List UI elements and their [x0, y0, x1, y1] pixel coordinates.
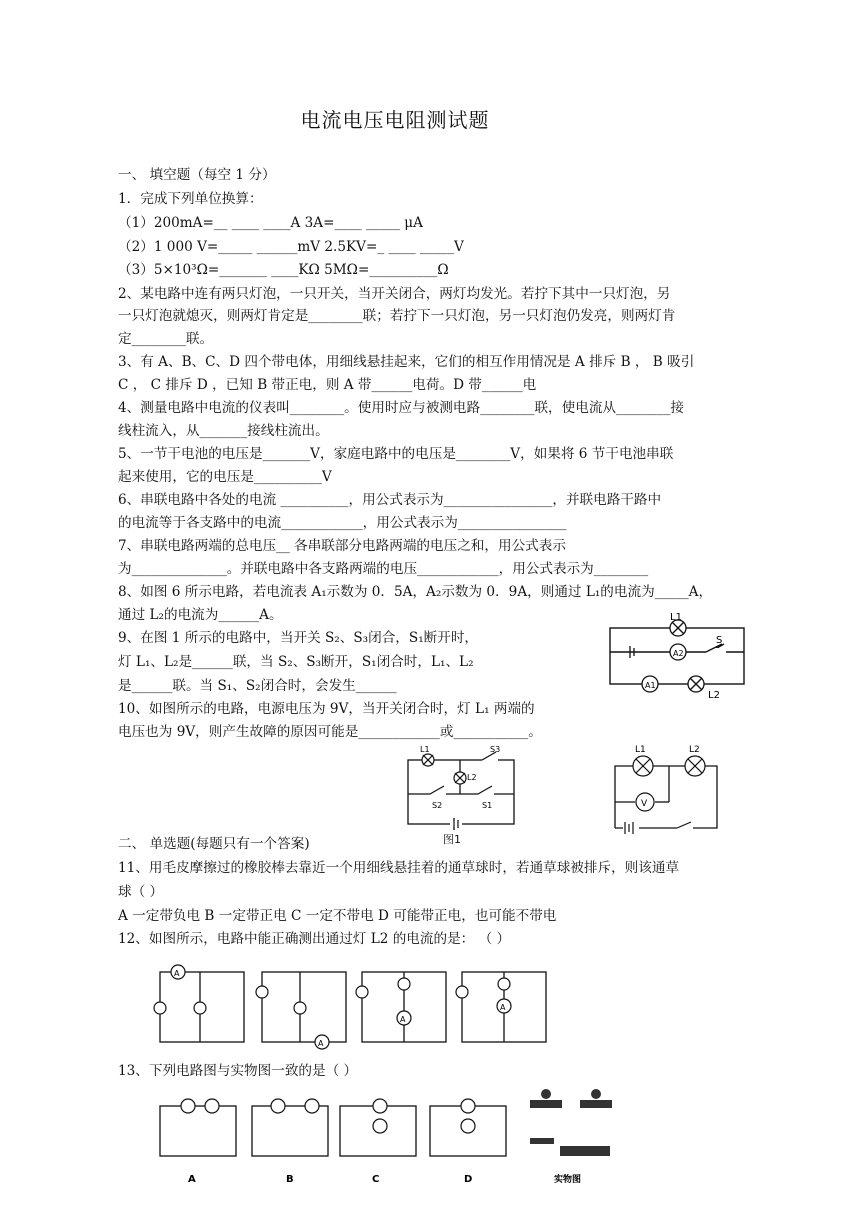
q8-line1: 8、如图 6 所示电路，若电流表 A₁示数为 0．5A，A₂示数为 0．9A，则通过 L₁的电流为_____A， [118, 584, 713, 600]
svg-text:L2: L2 [467, 773, 477, 782]
figure-1-caption: 图1 [443, 833, 461, 846]
q11-line1: 11、用毛皮摩擦过的橡胶棒去靠近一个用细线悬挂着的通草球时，若通草球被排斥，则该通草 [118, 860, 680, 876]
q9-line3: 是______联。当 S₁、S₂闭合时，会发生______ [118, 678, 397, 694]
q9-line1: 9、在图 1 所示的电路中，当开关 S₂、S₃闭合，S₁断开时， [118, 630, 479, 646]
svg-text:A: A [318, 1039, 324, 1048]
q11-line2: 球（ ） [118, 884, 164, 900]
q6-line2: 的电流等于各支路中的电流____________，用公式表示为________________ [118, 515, 567, 531]
svg-text:A1: A1 [645, 681, 656, 690]
q3-line1: 3、有 A、B、C、D 四个带电体，用细线悬挂起来，它们的相互作用情况是 A 排斥 B ， B 吸引 [118, 354, 695, 370]
svg-text:A: A [174, 969, 180, 978]
svg-text:B: B [286, 1174, 294, 1185]
figure-q13-circuits [150, 1086, 630, 1186]
figure-q8-circuit [600, 610, 760, 702]
q8-line2: 通过 L₂的电流为______A。 [118, 607, 283, 623]
q7-line2: 为______________。并联电路中各支路两端的电压____________，用公式表示为________ [118, 561, 649, 577]
q1-2: （2）1 000 V=_____ ______mV 2.5KV=_ ____ _____V [118, 239, 464, 255]
q5-line2: 起来使用，它的电压是__________V [118, 469, 332, 485]
svg-text:L1: L1 [670, 612, 682, 623]
q12-line: 12、如图所示，电路中能正确测出通过灯 L2 的电流的是： （ ） [118, 931, 511, 947]
q1-3: （3）5×10³Ω=_______ ____KΩ 5MΩ=__________Ω [118, 262, 449, 278]
svg-text:L2: L2 [708, 690, 720, 701]
svg-text:A2: A2 [673, 649, 684, 658]
svg-text:S1: S1 [482, 801, 493, 810]
section-heading-choice: 二、 单选题(每题只有一个答案) [118, 836, 310, 852]
page-title: 电流电压电阻测试题 [300, 108, 490, 132]
q1-1: （1）200mA=__ ____ ____A 3A=____ _____ μA [118, 215, 423, 231]
q2-line2: 一只灯泡就熄灭，则两灯肯定是________联；若拧下一只灯泡，另一只灯泡仍发亮，则两灯肯 [118, 308, 676, 324]
svg-text:V: V [641, 799, 648, 809]
svg-text:S: S [716, 635, 723, 646]
q5-line1: 5、一节干电池的电压是_______V，家庭电路中的电压是________V，如果将 6 节干电池串联 [118, 446, 674, 462]
q3-line2: C ， C 排斥 D ，已知 B 带正电，则 A 带______电荷。D 带______电 [118, 377, 537, 393]
svg-text:A: A [500, 1003, 506, 1012]
q11-options: A 一定带负电 B 一定带正电 C 一定不带电 D 可能带正电，也可能不带电 [118, 908, 557, 924]
section-heading-fill-in: 一、 填空题（每空 1 分） [118, 167, 276, 183]
q7-line1: 7、串联电路两端的总电压__ 各串联部分电路两端的电压之和，用公式表示 [118, 538, 566, 554]
svg-text:D: D [464, 1174, 473, 1185]
q2-line3: 定________联。 [118, 331, 214, 347]
figure-q12-circuits [150, 956, 570, 1058]
svg-text:A: A [400, 1015, 406, 1024]
q4-line1: 4、测量电路中电流的仪表叫________。使用时应与被测电路________联，使电流从________接 [118, 400, 684, 416]
q13-line: 13、下列电路图与实物图一致的是（ ） [118, 1063, 358, 1079]
figure-q10-circuit [605, 740, 735, 838]
svg-text:C: C [372, 1174, 380, 1185]
svg-text:L1: L1 [420, 745, 430, 754]
q1-line: 1．完成下列单位换算： [118, 191, 263, 207]
svg-text:S3: S3 [490, 745, 501, 754]
svg-text:L1: L1 [635, 745, 646, 755]
svg-text:L2: L2 [689, 745, 700, 755]
q4-line2: 线柱流入，从_______接线柱流出。 [118, 423, 329, 439]
q2-line1: 2、某电路中连有两只灯泡，一只开关，当开关闭合，两灯均发光。若拧下其中一只灯泡，另 [118, 286, 671, 302]
q10-line1: 10、如图所示的电路，电源电压为 9V，当开关闭合时，灯 L₁ 两端的 [118, 701, 535, 717]
svg-text:S2: S2 [432, 801, 443, 810]
svg-text:A: A [188, 1174, 196, 1185]
q10-line2: 电压也为 9V，则产生故障的原因可能是____________或___________。 [118, 724, 542, 740]
figure-1-circuit [400, 742, 525, 834]
q6-line1: 6、串联电路中各处的电流 __________，用公式表示为________________，并联电路干路中 [118, 492, 662, 508]
svg-text:实物图: 实物图 [554, 1175, 582, 1185]
q9-line2: 灯 L₁、L₂是______联，当 S₂、S₃断开，S₁闭合时，L₁、L₂ [118, 654, 474, 670]
